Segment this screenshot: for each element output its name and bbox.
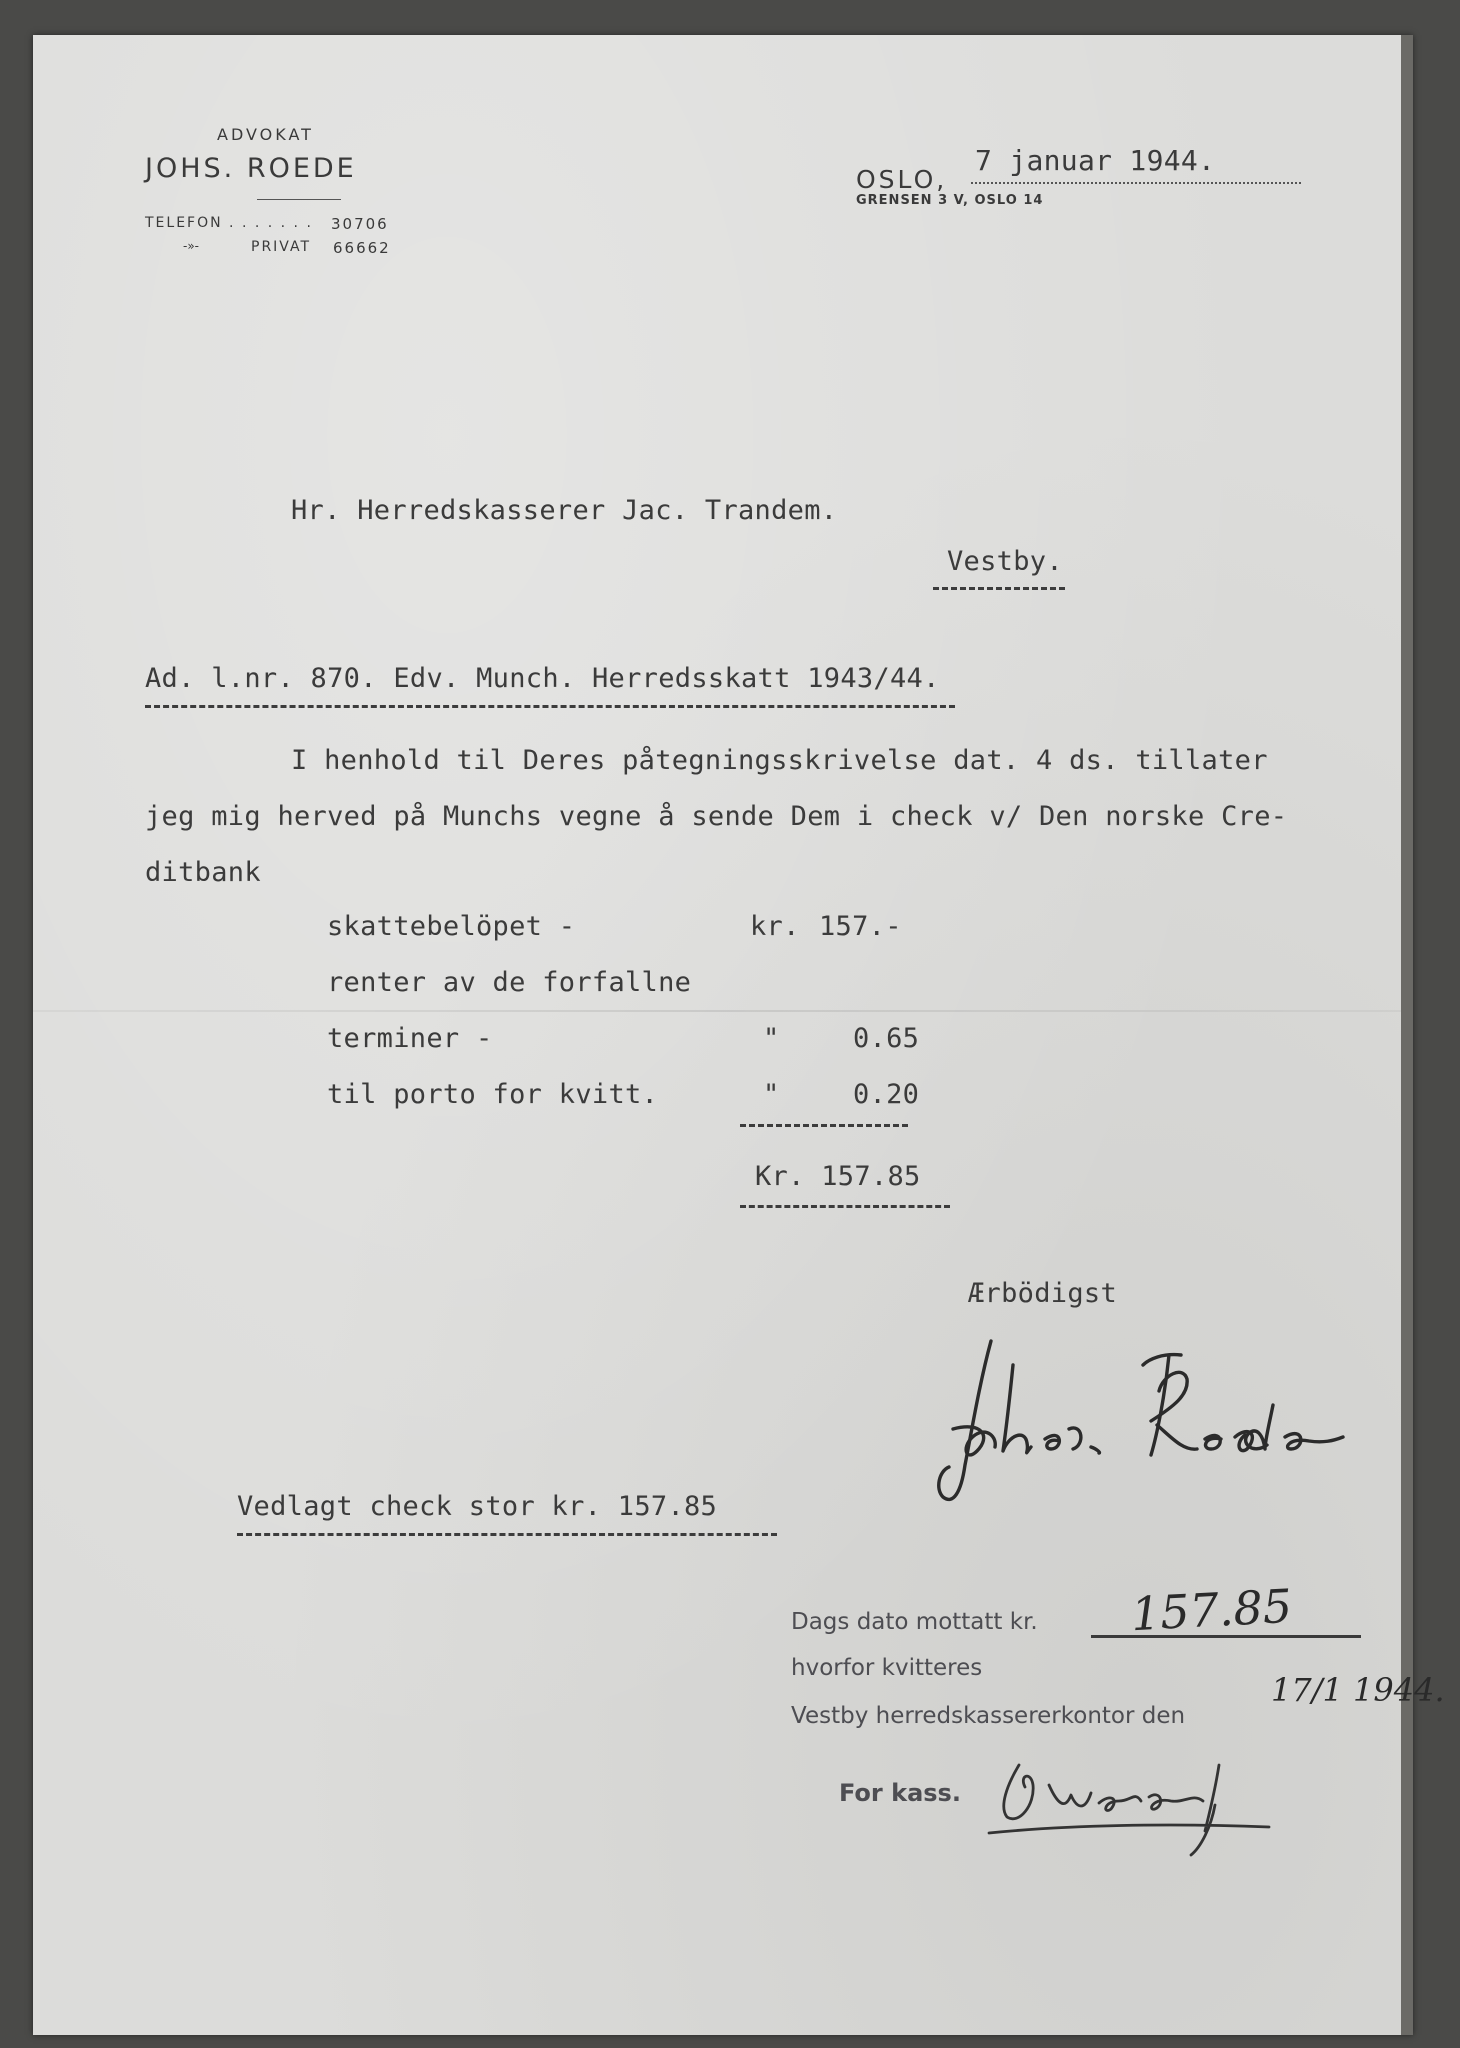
enclosure-line: Vedlagt check stor kr. 157.85 — [237, 1491, 718, 1522]
paper-fold — [33, 1010, 1413, 1012]
paper-edge — [1401, 35, 1413, 2035]
letterhead-name: JOHS. ROEDE — [145, 153, 357, 184]
body-line-1: I henhold til Deres påtegningsskrivelse dat. 4 ds. tillater — [291, 745, 1268, 776]
telefon-label: TELEFON . . . . . . . — [145, 215, 313, 231]
receipt-amount-handwritten: 157.85 — [1129, 1578, 1294, 1642]
sum-line — [740, 1124, 908, 1127]
item-amount: 0.20 — [853, 1079, 920, 1110]
subject-line: Ad. l.nr. 870. Edv. Munch. Herredsskatt 1943/44. — [145, 663, 940, 694]
receipt-line-1: Dags dato mottatt kr. — [791, 1609, 1038, 1635]
subject-underline — [145, 705, 955, 708]
privat-label: PRIVAT — [251, 239, 312, 255]
body-line-3: ditbank — [145, 857, 261, 888]
privat-number: 66662 — [333, 239, 391, 257]
total-underline — [740, 1205, 950, 1208]
item-amount: 157.- — [819, 911, 902, 942]
closing: Ærbödigst — [968, 1278, 1117, 1309]
privat-prefix: -»- — [183, 239, 200, 253]
item-amount: 0.65 — [853, 1023, 920, 1054]
letterhead-divider — [257, 199, 341, 200]
receipt-amount-underline — [1091, 1635, 1361, 1638]
item-label: terminer - — [327, 1023, 493, 1054]
letterhead-address: GRENSEN 3 V, OSLO 14 — [856, 193, 1044, 208]
recipient-underline — [933, 587, 1065, 590]
letterhead-title: ADVOKAT — [217, 125, 314, 144]
date-dotted-line — [971, 182, 1301, 184]
item-mark: " — [763, 1079, 780, 1110]
recipient-name: Hr. Herredskasserer Jac. Trandem. — [291, 495, 838, 526]
receipt-line-3: Vestby herredskassererkontor den — [791, 1703, 1186, 1729]
telefon-number: 30706 — [331, 215, 389, 233]
receipt-date-handwritten: 17/1 1944. — [1271, 1671, 1445, 1709]
body-line-2: jeg mig herved på Munchs vegne å sende Dem i check v/ Den norske Cre- — [145, 801, 1288, 832]
item-mark: kr. — [750, 911, 800, 942]
letter-page — [33, 35, 1445, 2035]
for-kass-label: For kass. — [839, 1779, 961, 1807]
item-label: skattebelöpet - — [327, 911, 576, 942]
recipient-place: Vestby. — [947, 546, 1063, 577]
item-label: renter av de forfallne — [327, 967, 692, 998]
cashier-signature — [979, 1735, 1339, 1865]
total-amount: Kr. 157.85 — [755, 1161, 921, 1192]
letterhead-city: OSLO, — [856, 165, 948, 194]
receipt-line-2: hvorfor kvitteres — [791, 1655, 983, 1681]
item-label: til porto for kvitt. — [327, 1079, 659, 1110]
letter-date: 7 januar 1944. — [975, 144, 1216, 177]
signature-johs-roede — [913, 1325, 1413, 1525]
enclosure-underline — [237, 1533, 777, 1536]
item-mark: " — [763, 1023, 780, 1054]
